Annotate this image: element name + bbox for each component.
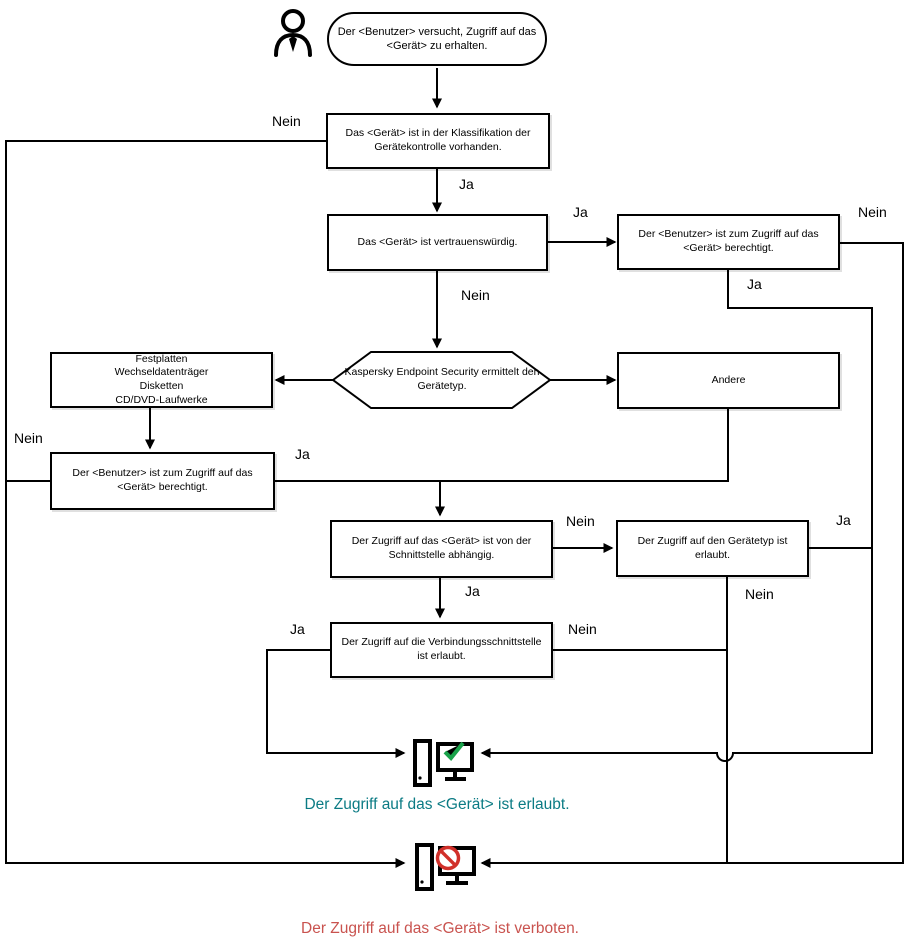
prohibited-icon: [438, 848, 459, 869]
label-ja-connection-interface: Ja: [290, 621, 305, 637]
storage-type-cddvd: CD/DVD-Laufwerke: [115, 393, 208, 406]
decision-user-authorized: [50, 452, 275, 510]
decision-trusted: [327, 214, 548, 271]
box-other-text: Andere: [711, 373, 746, 386]
decision-classification: [326, 113, 550, 169]
result-allowed-text: Der Zugriff auf das <Gerät> ist erlaubt.: [304, 796, 570, 813]
decision-device-type-allowed: [616, 520, 809, 577]
label-nein-connection-interface: Nein: [568, 621, 597, 637]
label-nein-user-authorized: Nein: [14, 430, 43, 446]
label-nein-trusted: Nein: [461, 287, 490, 303]
storage-type-removable: Wechseldatenträger: [114, 366, 209, 379]
computer-allowed-icon: [415, 741, 472, 785]
label-ja-classification: Ja: [459, 176, 474, 192]
detect-type-label: [336, 352, 548, 408]
result-denied-text: Der Zugriff auf das <Gerät> ist verboten.: [301, 920, 579, 937]
decision-device-type-allowed-text: Der Zugriff auf den Gerätetyp ist erlaubt.: [637, 534, 788, 561]
decision-classification-text: Das <Gerät> ist in der Klassifikation der Gerätekontrolle vorhanden.: [345, 127, 531, 153]
person-icon: [276, 11, 310, 55]
decision-user-authorized-text: Der <Benutzer> ist zum Zugriff auf das <Gerät> berechtigt.: [72, 467, 253, 493]
decision-user-authorized-trusted-text: Der <Benutzer> ist zum Zugriff auf das <Gerät> berechtigt.: [638, 228, 819, 254]
label-ja-interface-dependent: Ja: [465, 583, 480, 599]
label-ja-user-authorized-trusted: Ja: [747, 276, 762, 292]
label-ja-user-authorized: Ja: [295, 446, 310, 462]
label-nein-user-authorized-trusted: Nein: [858, 204, 887, 220]
start-text: Der <Benutzer> versucht, Zugriff auf das <Gerät> zu erhalten.: [337, 25, 537, 52]
label-ja-trusted: Ja: [573, 204, 588, 220]
start-terminator: [327, 12, 547, 66]
decision-trusted-text: Das <Gerät> ist vertrauenswürdig.: [357, 235, 518, 248]
decision-connection-interface-allowed-text: Der Zugriff auf die Verbindungsschnittstelle ist erlaubt.: [341, 636, 542, 662]
decision-interface-dependent: [330, 520, 553, 578]
label-nein-interface-dependent: Nein: [566, 513, 595, 529]
decision-user-authorized-trusted: [617, 214, 840, 270]
storage-type-floppy: Disketten: [139, 380, 184, 392]
label-nein-classification: Nein: [272, 113, 301, 129]
box-other: [617, 352, 840, 409]
storage-type-hdd: Festplatten: [135, 352, 188, 365]
box-storage-types: [50, 352, 273, 408]
detect-type-text: Kaspersky Endpoint Security ermittelt den Gerätetyp.: [344, 366, 540, 392]
computer-denied-icon: [417, 845, 474, 889]
decision-interface-dependent-text: Der Zugriff auf das <Gerät> ist von der Schnittstelle abhängig.: [351, 535, 532, 561]
label-ja-device-type-allowed: Ja: [836, 512, 851, 528]
label-nein-device-type-allowed: Nein: [745, 586, 774, 602]
decision-connection-interface-allowed: [330, 622, 553, 678]
